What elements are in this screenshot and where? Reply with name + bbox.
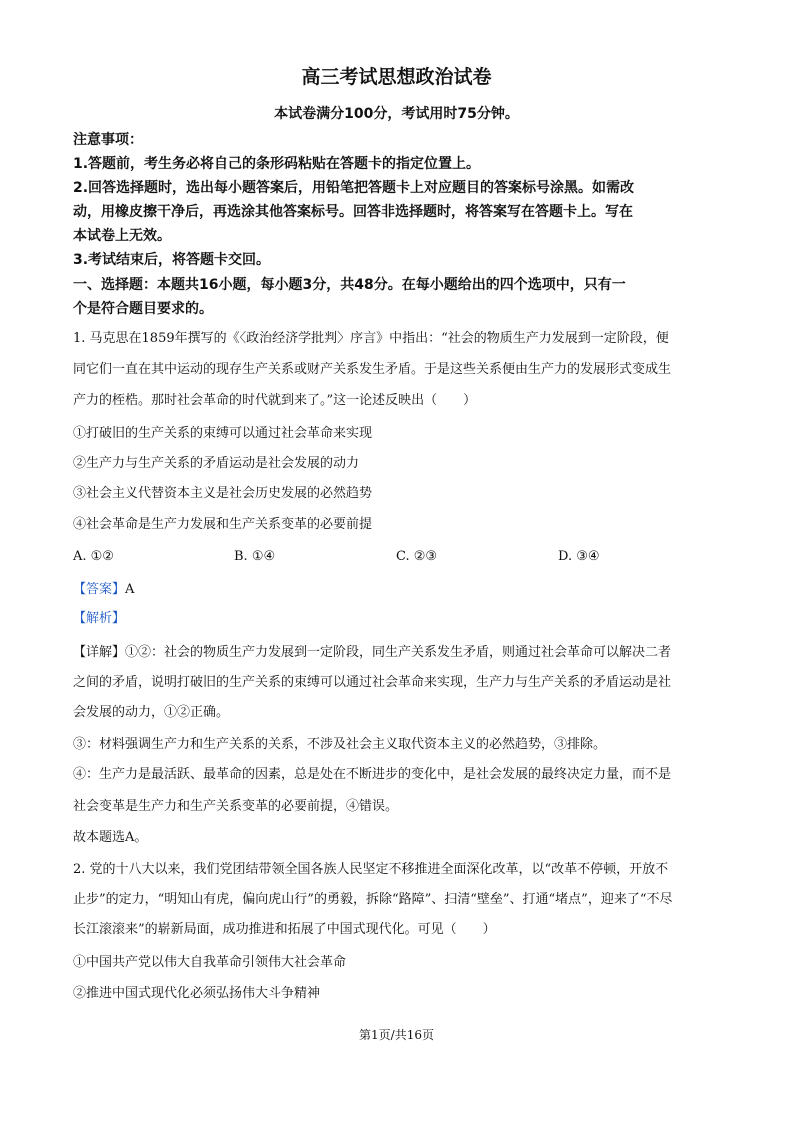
q1-analysis bbox=[73, 609, 723, 629]
page-title: 高三考试思想政治试卷 bbox=[301, 66, 492, 88]
q1-statement: ④社会革命是生产力发展和生产关系变革的必要前提 bbox=[73, 517, 373, 532]
q1-option-b: B. ①④ bbox=[234, 549, 276, 564]
detail-line: 之间的矛盾，说明打破旧的生产关系的束缚可以通过社会革命来实现，生产力与生产关系的矛盾运动是社 bbox=[73, 675, 672, 690]
q1-option-c: C. ②③ bbox=[396, 549, 438, 564]
notice-line: 动，用橡皮擦干净后，再选涂其他答案标号。回答非选择题时，将答案写在答题卡上。写在 bbox=[73, 204, 633, 220]
q1-statement: ②生产力与生产关系的矛盾运动是社会发展的动力 bbox=[73, 456, 360, 471]
analysis-tag: 【解析】 bbox=[73, 611, 126, 626]
section-heading: 个是符合题目要求的。 bbox=[73, 301, 213, 317]
notice-line: 1.答题前，考生务必将自己的条形码粘贴在答题卡的指定位置上。 bbox=[73, 156, 481, 172]
notice-line: 2.回答选择题时，选出每小题答案后，用铅笔把答题卡上对应题目的答案标号涂黑。如需改 bbox=[73, 180, 635, 196]
page-number: 第1页/共16页 bbox=[359, 1028, 434, 1042]
q1-statement: ①打破旧的生产关系的束缚可以通过社会革命来实现 bbox=[73, 426, 373, 441]
q1-answer bbox=[73, 580, 723, 600]
exam-subtitle: 本试卷满分100分，考试用时75分钟。 bbox=[274, 106, 519, 122]
detail-line: 会发展的动力，①②正确。 bbox=[73, 705, 230, 720]
q1-stem: 同它们一直在其中运动的现存生产关系或财产关系发生矛盾。于是这些关系便由生产力的发展形式变成生 bbox=[73, 362, 672, 377]
q1-stem: 产力的桎梏。那时社会革命的时代就到来了。”这一论述反映出（ ） bbox=[73, 393, 477, 408]
notice-line: 本试卷上无效。 bbox=[73, 228, 171, 244]
detail-line: 社会变革是生产力和生产关系变革的必要前提，④错误。 bbox=[73, 799, 399, 814]
answer-value: A bbox=[125, 582, 135, 597]
q2-stem: 长江滚滚来”的崭新局面，成功推进和拓展了中国式现代化。可见（ ） bbox=[73, 922, 496, 937]
detail-line: ④：生产力是最活跃、最革命的因素，总是处在不断进步的变化中，是社会发展的最终决定力量，而不是 bbox=[73, 767, 672, 782]
q1-option-d: D. ③④ bbox=[558, 549, 600, 564]
q2-statement: ①中国共产党以伟大自我革命引领伟大社会革命 bbox=[73, 955, 347, 970]
q1-stem: 1. 马克思在1859年撰写的《〈政治经济学批判〉序言》中指出：“社会的物质生产力发展到一定阶段，便 bbox=[73, 331, 669, 346]
q2-stem: 止步”的定力，“明知山有虎，偏向虎山行”的勇毅，拆除“路障”、扫清“壁垒”、打通“堵点”，迎来了“不尽 bbox=[73, 892, 673, 907]
detail-tag: 【详解】 bbox=[73, 645, 126, 660]
section-heading: 一、选择题：本题共16小题，每小题3分，共48分。在每小题给出的四个选项中，只有一 bbox=[73, 277, 626, 293]
q1-option-a: A. ①② bbox=[73, 549, 114, 564]
answer-tag: 【答案】 bbox=[73, 582, 126, 597]
notice-line: 3.考试结束后，将答题卡交回。 bbox=[73, 252, 271, 268]
detail-line: 故本题选A。 bbox=[73, 830, 148, 845]
q1-detail bbox=[73, 643, 723, 663]
q1-statement: ③社会主义代替资本主义是社会历史发展的必然趋势 bbox=[73, 486, 373, 501]
detail-line: ①②：社会的物质生产力发展到一定阶段，同生产关系发生矛盾，则通过社会革命可以解决二者 bbox=[125, 645, 672, 660]
q2-stem: 2. 党的十八大以来，我们党团结带领全国各族人民坚定不移推进全面深化改革，以“改革不停顿，开放不 bbox=[73, 862, 669, 877]
notice-heading: 注意事项： bbox=[73, 132, 143, 148]
q2-statement: ②推进中国式现代化必须弘扬伟大斗争精神 bbox=[73, 986, 321, 1001]
detail-line: ③：材料强调生产力和生产关系的关系，不涉及社会主义取代资本主义的必然趋势，③排除。 bbox=[73, 737, 607, 752]
